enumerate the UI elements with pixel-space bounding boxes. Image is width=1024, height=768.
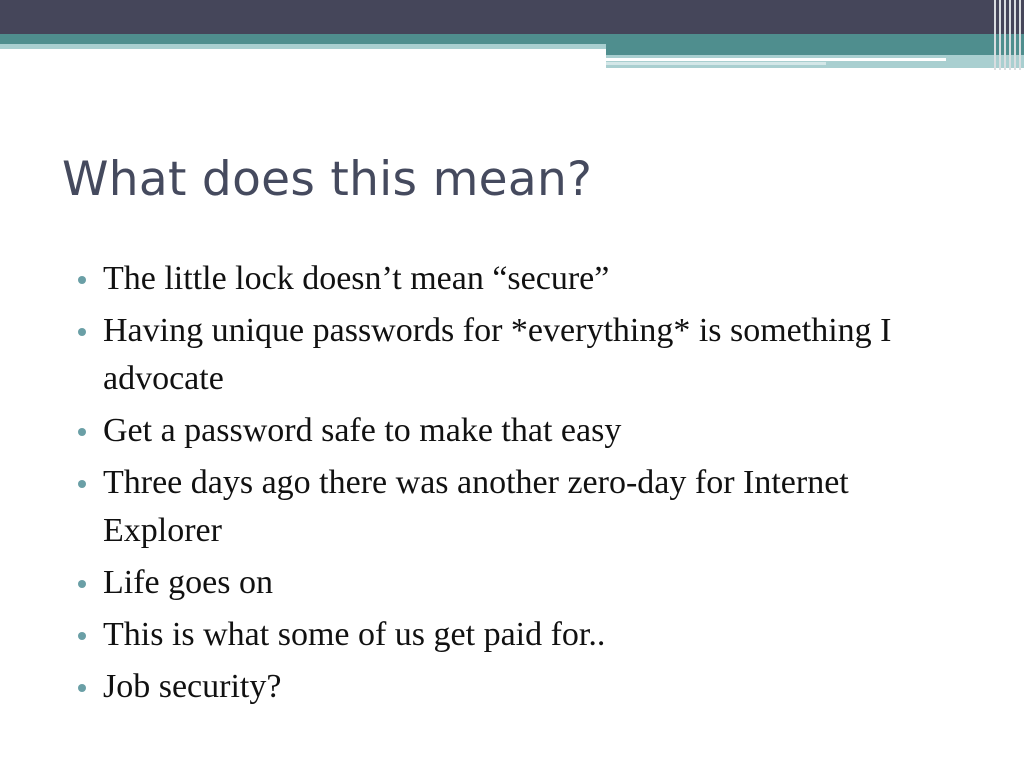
bullet-icon [78,632,86,640]
bullet-icon [78,580,86,588]
bullet-icon [78,428,86,436]
header-tab-line [606,58,946,61]
bullet-text: Job security? [103,668,282,705]
bullet-item [76,255,956,303]
bullet-list [76,255,956,715]
bullet-text: Life goes on [103,564,273,601]
bullet-item [76,611,956,659]
header-band-teal [0,34,1024,44]
header-band-light [0,44,606,49]
bullet-text: The little lock doesn’t mean “secure” [103,260,610,297]
header-band-dark [0,0,1024,34]
bullet-item [76,663,956,711]
bullet-text: Three days ago there was another zero-day for Internet Explorer [103,464,849,549]
slide-title: What does this mean? [62,152,593,207]
header-tab-teal [606,44,1024,55]
bullet-text: Having unique passwords for *everything* is something I advocate [103,312,892,397]
bullet-icon [78,480,86,488]
bullet-text: Get a password safe to make that easy [103,412,622,449]
bullet-icon [78,328,86,336]
bullet-text: This is what some of us get paid for.. [103,616,606,653]
bullet-icon [78,276,86,284]
header-stripes [992,0,1024,70]
header-tab-inner-line [606,62,826,65]
bullet-item [76,407,956,455]
bullet-item [76,459,956,555]
bullet-item [76,307,956,403]
bullet-icon [78,684,86,692]
bullet-item [76,559,956,607]
